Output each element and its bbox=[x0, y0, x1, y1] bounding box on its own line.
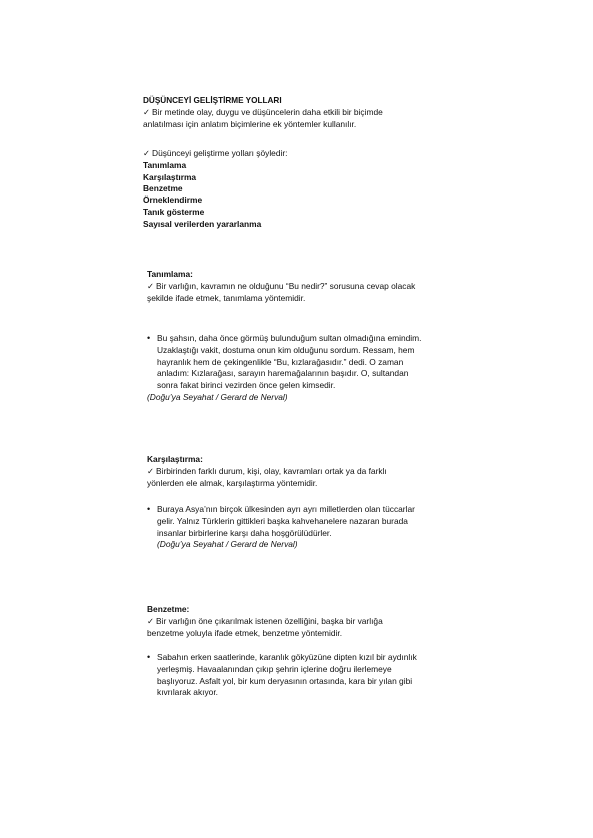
list-item: Sayısal verilerden yararlanma bbox=[143, 218, 262, 229]
example-line: Uzaklaştığı vakit, dostuma onun kim olduğunu sordum. Ressam, hem bbox=[157, 344, 415, 355]
definition-line: yönlerden ele almak, karşılaştırma yöntemidir. bbox=[147, 477, 318, 488]
definition-line: ✓ Birbirinden farklı durum, kişi, olay, kavramları ortak ya da farklı bbox=[147, 465, 387, 476]
section-heading: Karşılaştırma: bbox=[147, 454, 203, 464]
example-line: yerleşmiş. Havaalanından çıkıp şehrin içlerine doğru ilerlemeye bbox=[157, 663, 392, 674]
example-line: Bu şahsın, daha önce görmüş bulunduğum sultan olmadığına emindim. bbox=[157, 333, 422, 343]
example-tanimlama bbox=[147, 333, 467, 393]
definition-line: şekilde ifade etmek, tanımlama yöntemidir. bbox=[147, 292, 306, 303]
section-heading: Tanımlama: bbox=[147, 269, 193, 279]
check-icon: ✓ bbox=[147, 280, 155, 291]
list-intro: ✓ Düşünceyi geliştirme yolları şöyledir: bbox=[143, 148, 288, 158]
methods-list bbox=[143, 148, 463, 231]
section-benzetme bbox=[147, 604, 467, 639]
example-line: insanlar birbirlerine karşı daha hoşgörülüdürler. bbox=[157, 527, 332, 538]
example-line: başlıyoruz. Asfalt yol, bir kum deryasının ortasında, kara bir yılan gibi bbox=[157, 675, 413, 686]
example-line: anladım: Kızlarağası, sarayın haremağalarının başıdır. O, sultandan bbox=[157, 368, 409, 379]
example-line: hayranlık hem de çekingenlikle “Bu, kızlarağasıdır.” dedi. O zaman bbox=[157, 356, 404, 367]
section-heading: Benzetme: bbox=[147, 604, 190, 614]
intro-section bbox=[143, 95, 463, 130]
section-karsilastirma bbox=[147, 454, 467, 489]
intro-line: ✓ Bir metinde olay, duygu ve düşüncelerin daha etkili bir biçimde bbox=[143, 106, 383, 117]
bullet-icon: • bbox=[147, 652, 151, 662]
intro-line: anlatılması için anlatım biçimlerine ek yöntemler kullanılır. bbox=[143, 118, 357, 129]
bullet-icon: • bbox=[147, 333, 151, 343]
example-line: Buraya Asya’nın birçok ülkesinden ayrı ayrı milletlerden olan tüccarlar bbox=[157, 504, 415, 514]
example-karsilastirma bbox=[147, 504, 467, 554]
list-item: Karşılaştırma bbox=[143, 171, 197, 182]
check-icon: ✓ bbox=[147, 465, 155, 476]
example-line: gelir. Yalnız Türklerin gittikleri başka kahvehanelere nazaran burada bbox=[157, 515, 408, 526]
example-line: Sabahın erken saatlerinde, karanlık gökyüzüne dipten kızıl bir aydınlık bbox=[157, 652, 417, 662]
list-item: Tanımlama bbox=[143, 159, 187, 170]
definition-line: benzetme yoluyla ifade etmek, benzetme yöntemidir. bbox=[147, 627, 343, 638]
list-item: Benzetme bbox=[143, 183, 183, 194]
check-icon: ✓ bbox=[143, 106, 151, 117]
list-item: Örneklendirme bbox=[143, 195, 203, 206]
definition-line: ✓ Bir varlığın öne çıkarılmak istenen özelliğini, başka bir varlığa bbox=[147, 615, 383, 626]
bullet-icon: • bbox=[147, 504, 151, 514]
check-icon: ✓ bbox=[147, 615, 155, 626]
example-line: sonra fakat birinci vezirden önce gelen kimsedir. bbox=[157, 380, 336, 391]
example-benzetme bbox=[147, 652, 467, 702]
source-citation: (Doğu’ya Seyahat / Gerard de Nerval) bbox=[147, 392, 288, 402]
definition-line: ✓ Bir varlığın, kavramın ne olduğunu “Bu nedir?” sorusuna cevap olacak bbox=[147, 280, 416, 291]
list-item: Tanık gösterme bbox=[143, 206, 205, 217]
source-citation: (Doğu’ya Seyahat / Gerard de Nerval) bbox=[157, 539, 298, 550]
check-icon: ✓ bbox=[143, 148, 151, 158]
example-line: kıvrılarak akıyor. bbox=[157, 687, 218, 698]
section-tanimlama bbox=[147, 269, 467, 304]
page-title: DÜŞÜNCEYİ GELİŞTİRME YOLLARI bbox=[143, 96, 282, 105]
